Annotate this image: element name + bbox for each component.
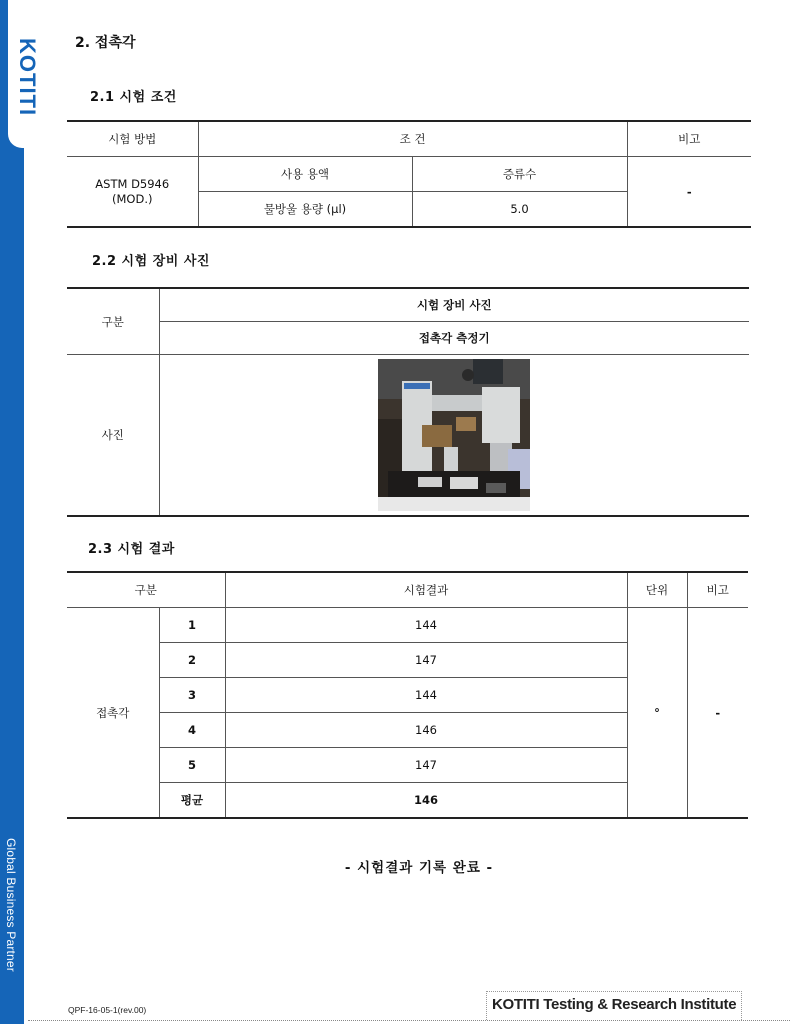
condition-value: 증류수 bbox=[412, 157, 627, 192]
method-cell: ASTM D5946 (MOD.) bbox=[67, 157, 198, 228]
kotiti-logo: KOTITI bbox=[15, 38, 40, 117]
condition-label: 사용 용액 bbox=[198, 157, 412, 192]
form-code: QPF-16-05-1(rev.00) bbox=[68, 1005, 147, 1015]
trial-number: 2 bbox=[159, 643, 225, 678]
remark-cell: - bbox=[687, 608, 748, 819]
average-label: 평균 bbox=[159, 783, 225, 819]
conditions-table bbox=[67, 120, 751, 228]
conditions-heading: 2.1 시험 조건 bbox=[90, 90, 177, 105]
record-complete-note: - 시험결과 기록 완료 - bbox=[344, 860, 494, 876]
footer-divider bbox=[28, 1020, 790, 1021]
header-remark: 비고 bbox=[627, 121, 751, 157]
contact-angle-meter-photo-icon bbox=[378, 359, 530, 511]
unit-cell: ° bbox=[627, 608, 687, 819]
trial-value: 144 bbox=[225, 678, 627, 713]
condition-label: 물방울 용량 (μl) bbox=[198, 192, 412, 228]
header-method: 시험 방법 bbox=[67, 121, 198, 157]
institute-name-rest: Testing & Research Institute bbox=[543, 996, 737, 1013]
header-condition: 조 건 bbox=[198, 121, 627, 157]
equipment-photo-header: 시험 장비 사진 bbox=[159, 288, 749, 322]
trial-number: 3 bbox=[159, 678, 225, 713]
side-slogan: Global Business Partner bbox=[4, 838, 18, 972]
average-value: 146 bbox=[225, 783, 627, 819]
trial-value: 147 bbox=[225, 643, 627, 678]
photo-cell bbox=[159, 355, 749, 517]
results-heading: 2.3 시험 결과 bbox=[88, 542, 175, 557]
remark-cell: - bbox=[627, 157, 751, 228]
trial-number: 4 bbox=[159, 713, 225, 748]
trial-number: 1 bbox=[159, 608, 225, 643]
header-unit: 단위 bbox=[627, 572, 687, 608]
trial-value: 146 bbox=[225, 713, 627, 748]
header-remark: 비고 bbox=[687, 572, 748, 608]
trial-value: 147 bbox=[225, 748, 627, 783]
header-result: 시험결과 bbox=[225, 572, 627, 608]
institute-name-bold: KOTITI bbox=[492, 996, 540, 1013]
condition-value: 5.0 bbox=[412, 192, 627, 228]
photo-row-label: 사진 bbox=[67, 355, 159, 517]
trial-number: 5 bbox=[159, 748, 225, 783]
equipment-heading: 2.2 시험 장비 사진 bbox=[92, 254, 210, 269]
results-table bbox=[67, 571, 748, 819]
table-row bbox=[67, 608, 748, 643]
institute-name bbox=[492, 996, 736, 1013]
item-cell: 접촉각 bbox=[67, 608, 159, 819]
header-category: 구분 bbox=[67, 572, 225, 608]
equipment-table bbox=[67, 287, 749, 517]
equipment-category-header: 구분 bbox=[67, 288, 159, 355]
trial-value: 144 bbox=[225, 608, 627, 643]
section-title: 2. 접촉각 bbox=[75, 35, 136, 51]
equipment-name: 접촉각 측정기 bbox=[159, 322, 749, 355]
